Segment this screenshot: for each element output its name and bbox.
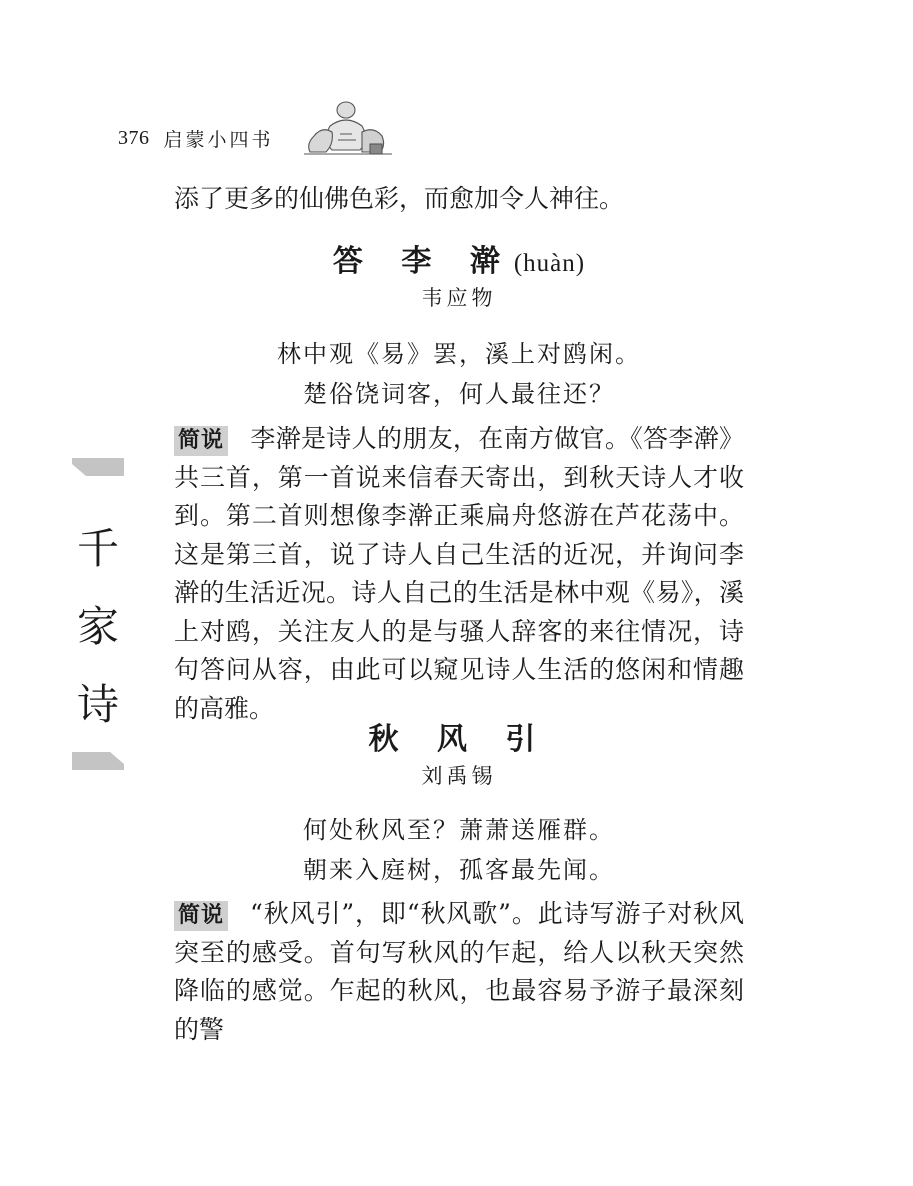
header-vignette-illustration — [300, 96, 396, 158]
poem-title-text: 秋 风 引 — [368, 722, 550, 757]
verse-line: 林中观《易》罢，溪上对鸥闲。 — [277, 340, 641, 368]
commentary-paragraph — [174, 895, 744, 1049]
poet-name: 韦应物 — [421, 286, 497, 310]
commentary-paragraph — [174, 420, 744, 728]
verse-line: 楚俗饶词客，何人最往还？ — [303, 380, 615, 408]
poem-title — [174, 236, 744, 280]
side-tab-top-bracket — [72, 458, 124, 478]
verse-line: 朝来入庭树，孤客最先闻。 — [303, 856, 615, 884]
side-tab-text — [72, 510, 124, 744]
poem-verse — [174, 810, 744, 890]
poem-title-pinyin: (huàn) — [513, 250, 586, 277]
commentary-text: “秋风引”，即“秋风歌”。此诗写游子对秋风突至的感受。首句写秋风的乍起，给人以秋天突然降临的感觉。乍起的秋风，也最容易予游子最深刻的警 — [174, 899, 744, 1044]
side-tab-bottom-bracket — [72, 750, 124, 770]
poet-name: 刘禹锡 — [421, 764, 497, 788]
commentary-tag: 简说 — [174, 901, 228, 931]
verse-line: 何处秋风至？萧萧送雁群。 — [303, 816, 615, 844]
page-number: 376 — [118, 126, 150, 149]
side-tab-char: 家 — [76, 602, 119, 651]
commentary-tag: 简说 — [174, 426, 228, 456]
poem-title-text: 答 李 澣 — [332, 244, 514, 279]
side-tab-char: 千 — [76, 524, 119, 573]
commentary-text: 李澣是诗人的朋友，在南方做官。《答李澣》共三首，第一首说来信春天寄出，到秋天诗人才收到。第二首则想像李澣正乘扁舟悠游在芦花荡中。这是第三首，说了诗人自己生活的近况，并询问李澣的生活近况。诗人自己的生活是林中观《易》，溪上对鸥，关注友人的是与骚人辞客的来往情况，诗句答问从容，由此可以窥见诗人生活的悠闲和情趣的高雅。 — [174, 424, 744, 723]
book-title: 启蒙小四书 — [163, 128, 274, 151]
intro-paragraph: 添了更多的仙佛色彩，而愈加令人神往。 — [174, 184, 625, 213]
poem-verse — [174, 334, 744, 414]
poem-title — [174, 714, 744, 758]
side-section-tab — [72, 458, 124, 770]
commentary-block — [174, 895, 744, 1049]
running-header — [118, 118, 274, 158]
side-tab-char: 诗 — [76, 680, 119, 729]
commentary-block — [174, 420, 744, 728]
